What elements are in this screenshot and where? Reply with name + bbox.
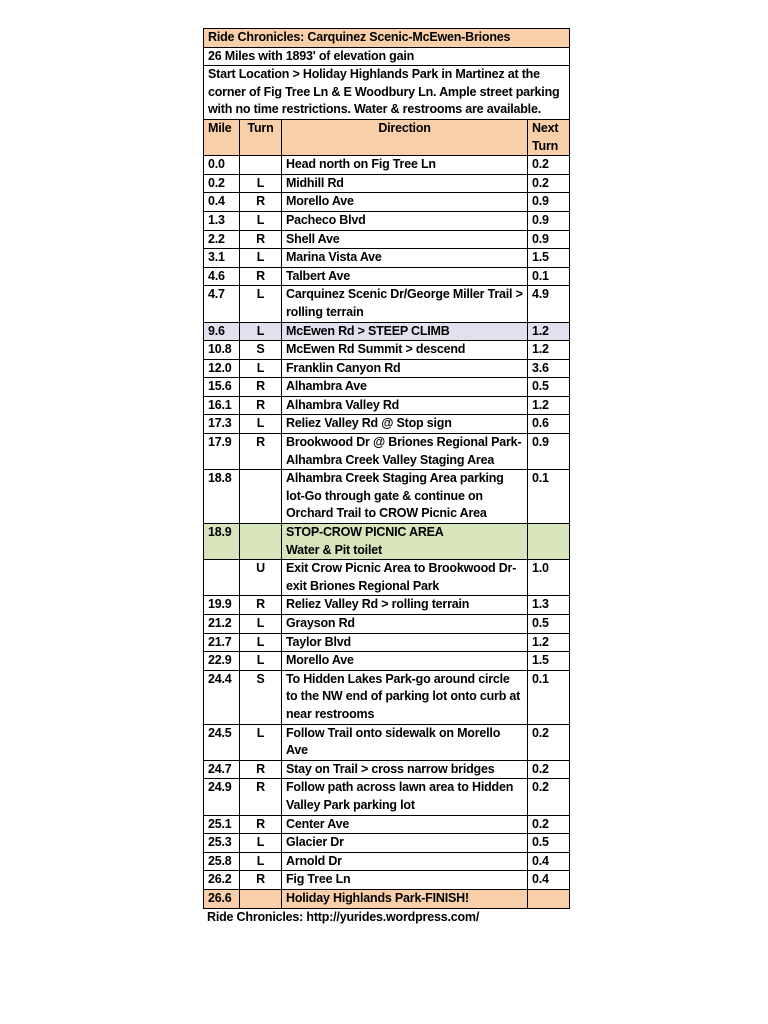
cue-next-turn: 0.1 (528, 470, 570, 524)
header-turn: Turn (240, 119, 282, 155)
cue-turn: R (240, 193, 282, 212)
cue-direction: Pacheco Blvd (282, 211, 528, 230)
cue-turn: L (240, 286, 282, 322)
cue-row (204, 322, 570, 341)
cue-next-turn: 1.2 (528, 633, 570, 652)
cue-direction: Follow path across lawn area to Hidden Valley Park parking lot (282, 779, 528, 815)
cue-mile: 1.3 (204, 211, 240, 230)
cue-direction: Morello Ave (282, 193, 528, 212)
cue-direction: McEwen Rd > STEEP CLIMB (282, 322, 528, 341)
cue-turn: L (240, 249, 282, 268)
cue-direction: Reliez Valley Rd @ Stop sign (282, 415, 528, 434)
cue-next-turn: 0.2 (528, 760, 570, 779)
cue-mile: 2.2 (204, 230, 240, 249)
cue-turn: L (240, 834, 282, 853)
header-direction: Direction (282, 119, 528, 155)
cue-mile: 17.9 (204, 434, 240, 470)
cue-turn: R (240, 378, 282, 397)
cue-row (204, 871, 570, 890)
cue-row (204, 415, 570, 434)
cue-mile: 18.8 (204, 470, 240, 524)
cue-mile (204, 560, 240, 596)
title-row (204, 29, 570, 48)
cue-next-turn: 0.5 (528, 378, 570, 397)
cue-row (204, 652, 570, 671)
cue-row (204, 341, 570, 360)
cue-row (204, 267, 570, 286)
cue-turn: S (240, 341, 282, 360)
cue-mile: 3.1 (204, 249, 240, 268)
cue-row (204, 396, 570, 415)
cue-mile: 24.4 (204, 670, 240, 724)
cue-direction: Morello Ave (282, 652, 528, 671)
cue-mile: 15.6 (204, 378, 240, 397)
cue-turn (240, 470, 282, 524)
cue-direction: Grayson Rd (282, 615, 528, 634)
cue-direction: Follow Trail onto sidewalk on Morello Ave (282, 724, 528, 760)
cue-row (204, 156, 570, 175)
cue-mile: 21.7 (204, 633, 240, 652)
cue-turn: R (240, 434, 282, 470)
cue-turn: R (240, 396, 282, 415)
cue-direction: Alhambra Ave (282, 378, 528, 397)
cue-row (204, 815, 570, 834)
start-row (204, 66, 570, 120)
cue-next-turn: 0.6 (528, 415, 570, 434)
cue-table (203, 28, 570, 909)
cue-direction: Holiday Highlands Park-FINISH! (282, 889, 528, 908)
cue-turn: R (240, 871, 282, 890)
cue-next-turn: 1.5 (528, 652, 570, 671)
cue-mile: 24.5 (204, 724, 240, 760)
cue-mile: 10.8 (204, 341, 240, 360)
cue-mile: 25.3 (204, 834, 240, 853)
cue-mile: 24.9 (204, 779, 240, 815)
cue-sheet (203, 28, 569, 926)
cue-row (204, 834, 570, 853)
cue-next-turn: 0.2 (528, 815, 570, 834)
cue-next-turn: 4.9 (528, 286, 570, 322)
cue-next-turn: 1.2 (528, 396, 570, 415)
cue-turn: L (240, 174, 282, 193)
cue-turn: L (240, 211, 282, 230)
cue-mile: 9.6 (204, 322, 240, 341)
cue-turn: R (240, 779, 282, 815)
summary-row (204, 47, 570, 66)
cue-turn: L (240, 322, 282, 341)
cue-direction: Glacier Dr (282, 834, 528, 853)
sheet-title: Ride Chronicles: Carquinez Scenic-McEwen-Briones (204, 29, 570, 48)
cue-turn: L (240, 615, 282, 634)
cue-row (204, 889, 570, 908)
cue-next-turn: 3.6 (528, 359, 570, 378)
cue-turn: R (240, 760, 282, 779)
cue-row (204, 779, 570, 815)
cue-mile: 17.3 (204, 415, 240, 434)
cue-row (204, 724, 570, 760)
cue-direction: Center Ave (282, 815, 528, 834)
cue-mile: 0.2 (204, 174, 240, 193)
cue-mile: 16.1 (204, 396, 240, 415)
cue-next-turn: 0.9 (528, 193, 570, 212)
cue-direction: To Hidden Lakes Park-go around circle to the NW end of parking lot onto curb at near restrooms (282, 670, 528, 724)
cue-turn: S (240, 670, 282, 724)
cue-next-turn (528, 889, 570, 908)
cue-next-turn: 0.2 (528, 156, 570, 175)
cue-turn (240, 889, 282, 908)
cue-next-turn: 1.3 (528, 596, 570, 615)
cue-row (204, 760, 570, 779)
cue-row (204, 434, 570, 470)
cue-row (204, 211, 570, 230)
cue-row (204, 249, 570, 268)
cue-row (204, 670, 570, 724)
cue-next-turn: 0.2 (528, 779, 570, 815)
cue-direction: Head north on Fig Tree Ln (282, 156, 528, 175)
cue-turn (240, 524, 282, 560)
cue-next-turn: 1.5 (528, 249, 570, 268)
cue-mile: 4.6 (204, 267, 240, 286)
cue-direction: Shell Ave (282, 230, 528, 249)
cue-next-turn: 0.5 (528, 615, 570, 634)
cue-next-turn: 0.9 (528, 230, 570, 249)
cue-turn (240, 156, 282, 175)
cue-row (204, 633, 570, 652)
cue-direction: Exit Crow Picnic Area to Brookwood Dr-exit Briones Regional Park (282, 560, 528, 596)
cue-row (204, 359, 570, 378)
cue-next-turn: 1.0 (528, 560, 570, 596)
cue-next-turn (528, 524, 570, 560)
cue-mile: 26.6 (204, 889, 240, 908)
cue-mile: 18.9 (204, 524, 240, 560)
cue-turn: R (240, 815, 282, 834)
cue-direction: Midhill Rd (282, 174, 528, 193)
cue-next-turn: 0.1 (528, 267, 570, 286)
cue-row (204, 524, 570, 560)
cue-next-turn: 0.2 (528, 174, 570, 193)
cue-turn: R (240, 596, 282, 615)
cue-mile: 12.0 (204, 359, 240, 378)
cue-row (204, 852, 570, 871)
cue-row (204, 193, 570, 212)
cue-direction: Stay on Trail > cross narrow bridges (282, 760, 528, 779)
cue-turn: U (240, 560, 282, 596)
cue-turn: L (240, 633, 282, 652)
cue-row (204, 470, 570, 524)
ride-summary: 26 Miles with 1893' of elevation gain (204, 47, 570, 66)
cue-row (204, 378, 570, 397)
cue-mile: 0.0 (204, 156, 240, 175)
cue-direction: Carquinez Scenic Dr/George Miller Trail > rolling terrain (282, 286, 528, 322)
cue-next-turn: 0.4 (528, 852, 570, 871)
cue-row (204, 596, 570, 615)
start-location: Start Location > Holiday Highlands Park in Martinez at the corner of Fig Tree Ln & E Woodbury Ln. Ample street parking with no time restrictions. Water & restrooms are available. (204, 66, 570, 120)
cue-direction: McEwen Rd Summit > descend (282, 341, 528, 360)
cue-next-turn: 0.1 (528, 670, 570, 724)
cue-turn: L (240, 652, 282, 671)
cue-turn: L (240, 359, 282, 378)
cue-turn: R (240, 267, 282, 286)
cue-row (204, 560, 570, 596)
cue-direction: Alhambra Creek Staging Area parking lot-Go through gate & continue on Orchard Trail to CROW Picnic Area (282, 470, 528, 524)
cue-next-turn: 0.5 (528, 834, 570, 853)
cue-mile: 4.7 (204, 286, 240, 322)
cue-direction: Taylor Blvd (282, 633, 528, 652)
cue-direction (282, 524, 528, 560)
cue-turn: L (240, 724, 282, 760)
cue-direction: Fig Tree Ln (282, 871, 528, 890)
cue-mile: 25.8 (204, 852, 240, 871)
cue-direction-line: STOP-CROW PICNIC AREA (286, 525, 444, 540)
header-mile: Mile (204, 119, 240, 155)
cue-mile: 22.9 (204, 652, 240, 671)
cue-next-turn: 0.9 (528, 211, 570, 230)
cue-mile: 19.9 (204, 596, 240, 615)
cue-mile: 21.2 (204, 615, 240, 634)
cue-next-turn: 0.4 (528, 871, 570, 890)
cue-direction: Brookwood Dr @ Briones Regional Park-Alhambra Creek Valley Staging Area (282, 434, 528, 470)
header-next-turn: Next Turn (528, 119, 570, 155)
cue-direction-note: Water & Pit toilet (286, 542, 382, 557)
cue-next-turn: 0.9 (528, 434, 570, 470)
cue-direction: Marina Vista Ave (282, 249, 528, 268)
cue-row (204, 230, 570, 249)
cue-mile: 26.2 (204, 871, 240, 890)
cue-turn: L (240, 852, 282, 871)
cue-direction: Arnold Dr (282, 852, 528, 871)
cue-turn: L (240, 415, 282, 434)
cue-turn: R (240, 230, 282, 249)
header-row (204, 119, 570, 155)
footer-credit: Ride Chronicles: http://yurides.wordpress.com/ (207, 909, 480, 924)
cue-direction: Reliez Valley Rd > rolling terrain (282, 596, 528, 615)
cue-next-turn: 1.2 (528, 322, 570, 341)
cue-next-turn: 0.2 (528, 724, 570, 760)
cue-mile: 0.4 (204, 193, 240, 212)
cue-mile: 24.7 (204, 760, 240, 779)
cue-row (204, 286, 570, 322)
cue-direction: Alhambra Valley Rd (282, 396, 528, 415)
cue-next-turn: 1.2 (528, 341, 570, 360)
cue-row (204, 174, 570, 193)
cue-direction: Talbert Ave (282, 267, 528, 286)
cue-row (204, 615, 570, 634)
cue-direction: Franklin Canyon Rd (282, 359, 528, 378)
cue-mile: 25.1 (204, 815, 240, 834)
